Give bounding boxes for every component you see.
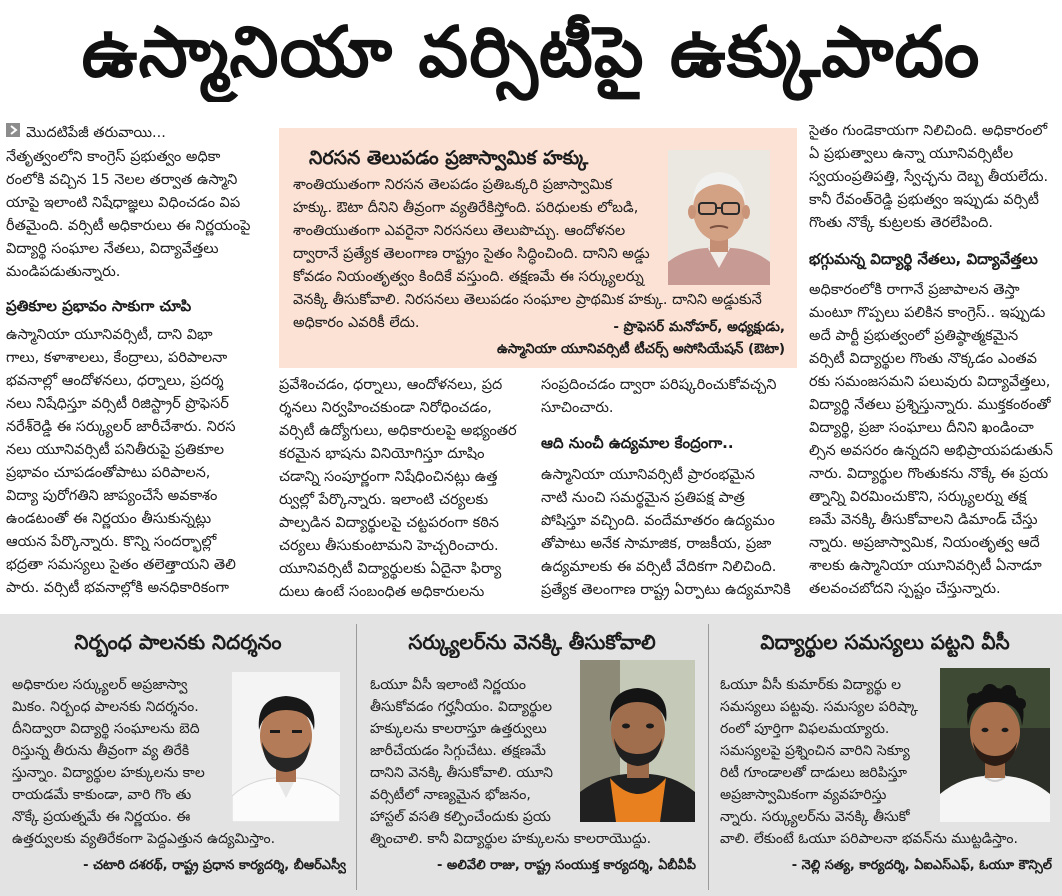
text-line: ప్రభావం చూపడంతోపాటు పరిపాలన, — [6, 465, 211, 481]
text-line: నలు యూనివర్సిటీ పనితీరుపై ప్రతికూల — [6, 442, 225, 458]
text-line: ఓయూ వీసీ కుమార్‌కు విద్యార్థు ల — [720, 677, 902, 693]
text-line: ఉస్మానియా యూనివర్సిటీ ప్రారంభమైన — [541, 467, 755, 483]
text-line: చడాన్ని సంపూర్ణంగా నిషేధించినట్లు ఉత్త — [279, 469, 498, 485]
text-line: రంలో పూర్తిగా విఫలమయ్యారు. — [720, 721, 890, 737]
text-line: అదే పార్టీ ప్రభుత్వంలో ప్రతిష్ఠాత్మకమైన — [809, 328, 1019, 344]
mid-left-column — [279, 374, 535, 604]
mid-right-intro — [541, 374, 797, 420]
text-line: భవనాల్లో ఆందోళనలు, ధర్నాలు, ప్రదర్శ — [6, 373, 224, 389]
text-line: విద్యా పురోగతిని జాప్యంచేసే అవకాశం — [6, 488, 218, 504]
text-line: జారీచేయడం సిగ్గుచేటు. తక్షణమే — [370, 743, 546, 759]
text-line: హాస్టల్ వసతి కల్పించేందుకు ప్రయ — [370, 809, 551, 825]
text-line: న్నారు. సర్క్యులర్‌ను వెనక్కి తీసుకో — [720, 809, 910, 825]
text-line: నాటి నుంచి సమర్థమైన ప్రతిపక్ష పాత్ర — [541, 490, 745, 506]
panel-3-attribution: - నెల్లి సత్య, కార్యదర్శి, ఏఐఎస్ఎఫ్, ఓయూ కౌన్సిల్ — [791, 858, 1052, 873]
text-line: ఏ ప్రభుత్వాలు ఉన్నా యూనివర్సిటీల — [809, 146, 1014, 162]
text-line: శాంతియుతంగా నిరసన తెలపడం ప్రతిఒక్కరి ప్రజాస్వామిక — [293, 177, 613, 193]
text-line: నలు నిషేధిస్తూ వర్సిటీ రిజిస్ట్రార్ ప్రొఫెసర్ — [6, 396, 229, 412]
text-line: ణమే వెనక్కి తీసుకోవాలని డిమాండ్ చేస్తు — [809, 512, 1038, 528]
text-line: హక్కులను కాలరాస్తూ ఉత్తర్వులు — [370, 721, 547, 737]
quote-title: నిరసన తెలుపడం ప్రజాస్వామిక హక్కు — [309, 147, 589, 169]
quote-attribution-name: - ప్రొఫెసర్ మనోహర్, అధ్యక్షుడు, — [613, 319, 785, 335]
text-line: నారు. విద్యార్థుల గొంతుకను నొక్కే ఈ ప్రయ — [809, 466, 1049, 482]
text-line: స్వయంప్రతిపత్తి, స్వేచ్ఛను దెబ్బ తీయలేదు. — [809, 169, 1049, 185]
text-line: నేతృత్వంలోని కాంగ్రెస్ ప్రభుత్వం అధికా — [6, 149, 221, 165]
text-line: కోవడం నియంతృత్వం కిందికే వస్తుంది. తక్షణమే ఈ సర్క్యులర్ను — [293, 269, 644, 285]
text-line: విద్యార్థి, ప్రజా సంఘాలు దీనిని ఖండించా — [809, 420, 1034, 436]
text-line: ర్వుల్లో పేర్కొన్నారు. ఇలాంటి చర్యలకు — [279, 492, 489, 508]
continued-marker — [6, 120, 262, 146]
headline: ఉస్మానియా వర్సిటీపై ఉక్కుపాదం — [81, 11, 981, 93]
text-line: వర్సిటీ ఉద్యోగులు, అధికారులపై అభ్యంతర — [279, 423, 517, 439]
text-line: రాయడమే కాకుండా, వారి గొం తు — [12, 787, 192, 803]
text-line: తలవంచబోదని స్పష్టం చేస్తున్నారు. — [809, 581, 1001, 597]
text-line: సమస్యలు పట్టవు. సమస్యల పరిష్కా — [720, 699, 919, 715]
text-line: ఉద్యమాలకు ఈ వర్సిటీ వేదికగా నిలిచింది. — [541, 559, 777, 575]
text-line: శాలకు ఉస్మానియా యూనివర్సిటీ ఏనాడూ — [809, 558, 1042, 574]
text-line: అధికారుల సర్క్యులర్ అప్రజాస్వా — [12, 677, 188, 693]
text-line: అప్రజాస్వామికంగా వ్యవహరిస్తు — [720, 787, 887, 803]
text-line: హక్కు. ఔటా దీనిని తీవ్రంగా వ్యతిరేకిస్తోంది. పరిధులకు లోబడి, — [293, 200, 639, 216]
text-line: మంటూ గొప్పలు పలికిన కాంగ్రెస్.. ఇప్పుడు — [809, 305, 1046, 321]
text-line: పారు. వర్సిటీ భవనాల్లోకి అనధికారికంగా — [6, 580, 229, 596]
text-line: ప్రత్యేక తెలంగాణ రాష్ట్ర ఏర్పాటు ఉద్యమానికి — [541, 582, 791, 598]
text-line: ఉండటంతో ఈ నిర్ణయం తీసుకున్నట్లు — [6, 511, 212, 527]
text-line: వెనక్కి తీసుకోవాలి. నిరసనలు తెలుపడం సంఘాల ప్రాథమిక హక్కు. దానిని అడ్డుకునే — [293, 292, 762, 308]
text-line: గాలు, కళాశాలలు, కేంద్రాలు, పరిపాలనా — [6, 350, 228, 366]
panel-2-photo — [580, 660, 695, 822]
panel-1-title: నిర్బంధ పాలనకు నిదర్శనం — [74, 630, 282, 654]
continued-text: మొదటిపేజీ తరువాయి... — [26, 125, 166, 141]
quote-box — [279, 128, 797, 368]
text-line: పాల్పడిన విద్యార్థులపై చట్టపరంగా కఠిన — [279, 515, 499, 531]
text-line: రిటీ గూండాలతో దాడులు జరిపిస్తూ — [720, 765, 907, 781]
text-line: తోపాటు అనేక సామాజిక, రాజకీయ, ప్రజా — [541, 536, 772, 552]
text-line: ఆయన పేర్కొన్నారు. కొన్ని సందర్భాల్లో — [6, 534, 217, 550]
text-line: సూచించారు. — [541, 400, 614, 416]
panel-3-title: విద్యార్థుల సమస్యలు పట్టని వీసీ — [760, 630, 1010, 654]
text-line: మికం. నిర్బంధ పాలనకు నిదర్శనం. — [12, 699, 199, 715]
professor-photo — [668, 150, 770, 285]
right-subhead: భగ్గుమన్న విద్యార్థి నేతలు, విద్యావేత్తలు — [809, 250, 1038, 268]
text-line: శాంతియుతంగా ఎవరైనా నిరసనలు తెలుపొచ్చు. ఆందోళనల — [293, 223, 626, 239]
text-line: స్తున్నాం. విద్యార్థుల హక్కులను కాల — [12, 765, 205, 781]
text-line: ద్వారానే ప్రత్యేక తెలంగాణ రాష్ట్రం సైతం సిద్ధించింది. దానిని అడ్డు — [293, 246, 650, 262]
text-line: రిస్తున్న తీరును తీవ్రంగా వ్య తిరేకి — [12, 743, 190, 759]
text-line: ఓయూ వీసీ ఇలాంటి నిర్ణయం — [370, 677, 527, 693]
text-line: వర్సిటీ విద్యార్థుల గొంతు నొక్కడం ఎంతవ — [809, 351, 1037, 367]
text-line: ఉత్తర్వులకు వ్యతిరేకంగా పెద్దఎత్తున ఉద్యమిస్తాం. — [12, 831, 276, 847]
text-line: ప్రవేశించడం, ధర్నాలు, ఆందోళనలు, ప్రద — [279, 377, 503, 393]
text-line: యాపై ఇలాంటి నిషేధాజ్ఞలు విధించడం విప — [6, 195, 241, 211]
text-line: కానీ రేవంత్‌రెడ్డి ప్రభుత్వం ఇప్పుడు వర్సిటీ — [809, 192, 1039, 208]
text-line: రీతమైంది. వర్సిటీ అధికారులు ఈ నిర్ణయంపై — [6, 218, 251, 234]
mid-right-column — [541, 374, 797, 602]
text-line: అధికారంలోకి రాగానే ప్రజాపాలన తెస్తా — [809, 282, 1020, 298]
text-line: సమస్యలపై ప్రశ్నించిన వారిని సెక్యూ — [720, 743, 910, 759]
text-line: నొక్కే ప్రయత్నమే ఈ నిర్ణయం. ఈ — [12, 809, 191, 825]
text-line: దానిని వెనక్కి తీసుకోవాలి. యూని — [370, 765, 554, 781]
right-body — [809, 279, 1058, 601]
text-line: త్నాన్ని విరమించుకొని, సర్క్యులర్ను తక్ష — [809, 489, 1027, 505]
text-line: గొంతు నొక్కే కుట్రలకు తెరలేపింది. — [809, 215, 993, 231]
text-line: న్నారు. అప్రజాస్వామిక, నియంతృత్వ ఆదే — [809, 535, 1040, 551]
text-line: సంప్రదించడం ద్వారా పరిష్కరించుకోవచ్చని — [541, 377, 777, 393]
text-line: వర్సిటీలో నాణ్యమైన భోజనం, — [370, 787, 531, 803]
panel-2-title: సర్క్యులర్‌ను వెనక్కి తీసుకోవాలి — [408, 630, 656, 654]
text-line: తీసుకోవడం గర్హనీయం. విద్యార్థుల — [370, 699, 553, 715]
left-subhead: ప్రతికూల ప్రభావం సాకుగా చూపి — [6, 297, 192, 315]
panel-divider — [356, 624, 357, 890]
text-line: విద్యార్థి నేతలు ప్రశ్నిస్తున్నారు. ముక్తకంఠంతో — [809, 397, 1051, 413]
text-line: సైతం గుండెకాయగా నిలిచింది. అధికారంలో — [809, 123, 1048, 139]
quote-attribution-org: ఉస్మానియా యూనివర్సిటీ టీచర్స్ అసోసియేషన్ (ఔటా) — [497, 341, 785, 357]
text-line: యూనివర్సిటీ విద్యార్థులకు ఏదైనా ఫిర్యా — [279, 561, 502, 577]
text-line: కరమైన భాషను వినియోగిస్తూ దూషిం — [279, 446, 485, 462]
mid-right-subhead: ఆది నుంచీ ఉద్యమాల కేంద్రంగా.. — [541, 434, 734, 452]
text-line: ర్శనలు నిర్వహించకుండా నిరోధించడం, — [279, 400, 492, 416]
text-line: త్నించాలి. కానీ విద్యార్థుల హక్కులను కాలరాయొద్దు. — [370, 831, 652, 847]
text-line: అధికారం ఎవరికీ లేదు. — [293, 315, 420, 331]
chevron-right-icon — [6, 120, 20, 146]
panel-1-attribution: - చటారి దశరథ్, రాష్ట్ర ప్రధాన కార్యదర్శి, బీఆర్‌ఎస్వీ — [83, 858, 346, 873]
panel-2-attribution: - అలివేలి రాజు, రాష్ట్ర సంయుక్త కార్యదర్శి, ఏబీవీపీ — [437, 858, 696, 873]
mid-left-body — [279, 374, 535, 604]
text-line: నరేశ్‌రెడ్డి ఈ సర్క్యులర్ జారీచేశారు. నిరస — [6, 419, 236, 435]
mid-right-body — [541, 464, 797, 602]
text-line: పోషిస్తూ వచ్చింది. వందేమాతరం ఉద్యమం — [541, 513, 775, 529]
text-line: రకు సమంజసమని పలువురు విద్యావేత్తలు, — [809, 374, 1051, 390]
text-line: విద్యార్థి సంఘాల నేతలు, విద్యావేత్తలు — [6, 241, 219, 257]
panel-divider — [708, 624, 709, 890]
left-intro — [6, 146, 262, 284]
panel-3-photo — [940, 668, 1050, 822]
text-line: దీనిద్వారా విద్యార్థి సంఘాలను బెది — [12, 721, 200, 737]
text-line: చర్యలు తీసుకుంటామని హెచ్చరించారు. — [279, 538, 499, 554]
text-line: రంలోకి వచ్చిన 15 నెలల తర్వాత ఉస్మాని — [6, 172, 238, 188]
text-line: ఉస్మానియా యూనివర్సిటీ, దాని విభా — [6, 327, 213, 343]
right-intro — [809, 120, 1058, 235]
panel-1-photo — [232, 672, 340, 822]
left-body — [6, 324, 262, 600]
text-line: దులు ఉంటే సంబంధిత అధికారులను — [279, 584, 485, 600]
left-column — [6, 120, 262, 600]
text-line: ల్సిన అవసరం ఉన్నదని అభిప్రాయపడుతున్ — [809, 443, 1053, 459]
right-column — [809, 120, 1058, 601]
text-line: భద్రతా సమస్యలు సైతం తలెత్తాయని తెలి — [6, 557, 236, 573]
text-line: వాలి. లేకుంటే ఓయూ పరిపాలనా భవన్‌ను ముట్టడిస్తాం. — [720, 831, 1018, 847]
text-line: మండిపడుతున్నారు. — [6, 264, 121, 280]
